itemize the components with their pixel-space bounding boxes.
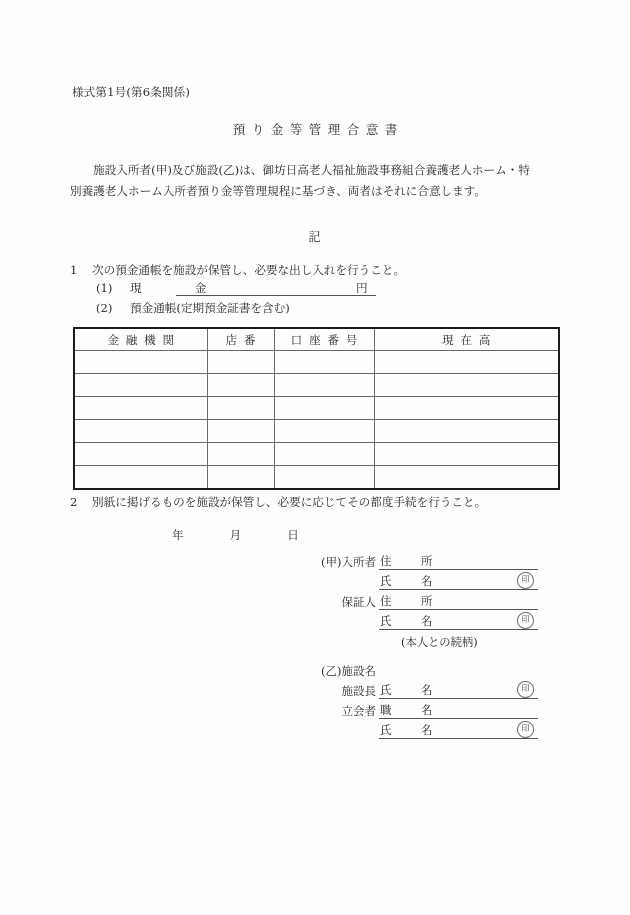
table-row[interactable] bbox=[74, 443, 559, 466]
signature-row-guarantor-address bbox=[288, 590, 538, 610]
party-label-guarantor: 保証人 bbox=[341, 595, 376, 609]
cell-branch[interactable] bbox=[207, 374, 274, 397]
cell-balance[interactable] bbox=[374, 420, 559, 443]
sub-2-text: 預金通帳(定期預金証書を含む) bbox=[130, 301, 290, 315]
field-key-address: 住 所 bbox=[380, 594, 442, 608]
signature-block bbox=[288, 550, 538, 739]
clause-1-number: 1 bbox=[70, 263, 78, 277]
cell-institution[interactable] bbox=[74, 443, 207, 466]
seal-icon: 印 bbox=[517, 612, 534, 629]
cell-account-number[interactable] bbox=[274, 466, 374, 490]
cell-account-number[interactable] bbox=[274, 374, 374, 397]
date-line[interactable] bbox=[172, 527, 299, 543]
cell-institution[interactable] bbox=[74, 374, 207, 397]
signature-row-witness-name bbox=[288, 719, 538, 739]
guarantor-address-input[interactable] bbox=[379, 592, 538, 610]
cell-branch[interactable] bbox=[207, 466, 274, 490]
cell-institution[interactable] bbox=[74, 351, 207, 374]
guarantor-name-input[interactable] bbox=[379, 612, 538, 630]
cell-account-number[interactable] bbox=[274, 397, 374, 420]
cell-balance[interactable] bbox=[374, 374, 559, 397]
witness-name-input[interactable] bbox=[379, 721, 538, 739]
witness-title-input[interactable] bbox=[379, 701, 538, 719]
document-title: 預り金等管理合意書 bbox=[232, 122, 404, 137]
party-label-resident: (甲)入所者 bbox=[321, 555, 376, 569]
table-row[interactable] bbox=[74, 351, 559, 374]
party-label-director: 施設長 bbox=[341, 684, 376, 698]
intro-paragraph: 施設入所者(甲)及び施設(乙)は、御坊日高老人福祉施設事務組合養護老人ホーム・特別養護老人ホーム入所者預り金等管理規程に基づき、両者はそれに合意します。 bbox=[70, 163, 530, 198]
party-label-witness: 立会者 bbox=[341, 704, 376, 718]
clause-2-text: 別紙に掲げるものを施設が保管し、必要に応じてその都度手続を行うこと。 bbox=[92, 495, 487, 509]
facility-name-input[interactable] bbox=[379, 662, 538, 679]
clause-1-sub-1 bbox=[96, 280, 216, 296]
date-year-label: 年 bbox=[172, 528, 184, 542]
cell-institution[interactable] bbox=[74, 466, 207, 490]
cash-unit-label: 円 bbox=[356, 281, 368, 295]
signature-row-resident-address bbox=[288, 550, 538, 570]
sub-1-label: (1) bbox=[96, 281, 113, 295]
seal-icon: 印 bbox=[517, 572, 534, 589]
resident-name-input[interactable] bbox=[379, 572, 538, 590]
field-key-title: 職 名 bbox=[380, 703, 442, 717]
date-day-label: 日 bbox=[287, 528, 299, 542]
clause-1-text: 次の預金通帳を施設が保管し、必要な出し入れを行うこと。 bbox=[92, 263, 406, 277]
clause-1-sub-2 bbox=[96, 300, 290, 316]
cell-balance[interactable] bbox=[374, 443, 559, 466]
cell-branch[interactable] bbox=[207, 397, 274, 420]
cash-amount-input[interactable] bbox=[176, 295, 376, 296]
cell-branch[interactable] bbox=[207, 420, 274, 443]
sub-2-label: (2) bbox=[96, 301, 113, 315]
cell-balance[interactable] bbox=[374, 351, 559, 374]
form-number: 様式第1号(第6条関係) bbox=[72, 85, 191, 99]
seal-icon: 印 bbox=[517, 721, 534, 738]
field-key-address: 住 所 bbox=[380, 554, 442, 568]
signature-row-guarantor-name bbox=[288, 610, 538, 630]
account-table bbox=[73, 327, 560, 490]
director-name-input[interactable] bbox=[379, 681, 538, 699]
resident-address-input[interactable] bbox=[379, 552, 538, 570]
table-row[interactable] bbox=[74, 466, 559, 490]
field-key-name: 氏 名 bbox=[380, 614, 442, 628]
cell-branch[interactable] bbox=[207, 351, 274, 374]
signature-row-facility-name bbox=[288, 659, 538, 679]
column-header-branch: 店番 bbox=[207, 328, 274, 351]
signature-row-relation-note bbox=[288, 630, 538, 650]
cell-balance[interactable] bbox=[374, 397, 559, 420]
signature-row-facility-director bbox=[288, 679, 538, 699]
sub-1-text: 現 金 bbox=[130, 281, 217, 295]
relation-note: (本人との続柄) bbox=[401, 636, 478, 649]
table-header-row bbox=[74, 328, 559, 351]
cell-institution[interactable] bbox=[74, 420, 207, 443]
field-key-name: 氏 名 bbox=[380, 683, 442, 697]
field-key-name: 氏 名 bbox=[380, 574, 442, 588]
table-row[interactable] bbox=[74, 397, 559, 420]
cell-account-number[interactable] bbox=[274, 443, 374, 466]
table-row[interactable] bbox=[74, 420, 559, 443]
cell-account-number[interactable] bbox=[274, 351, 374, 374]
signature-spacer bbox=[288, 650, 538, 659]
cell-account-number[interactable] bbox=[274, 420, 374, 443]
ki-heading: 記 bbox=[308, 230, 322, 244]
seal-icon: 印 bbox=[517, 681, 534, 698]
column-header-balance: 現在高 bbox=[374, 328, 559, 351]
date-month-label: 月 bbox=[229, 528, 242, 542]
clause-item-2 bbox=[70, 494, 486, 510]
signature-row-resident-name bbox=[288, 570, 538, 590]
cell-branch[interactable] bbox=[207, 443, 274, 466]
party-label-facility: (乙)施設名 bbox=[321, 664, 376, 678]
field-key-name: 氏 名 bbox=[380, 723, 442, 737]
column-header-institution: 金融機関 bbox=[74, 328, 207, 351]
column-header-account-number: 口座番号 bbox=[274, 328, 374, 351]
clause-item-1 bbox=[70, 262, 405, 278]
clause-2-number: 2 bbox=[70, 495, 78, 509]
table-row[interactable] bbox=[74, 374, 559, 397]
signature-row-witness-title bbox=[288, 699, 538, 719]
cell-institution[interactable] bbox=[74, 397, 207, 420]
cell-balance[interactable] bbox=[374, 466, 559, 490]
